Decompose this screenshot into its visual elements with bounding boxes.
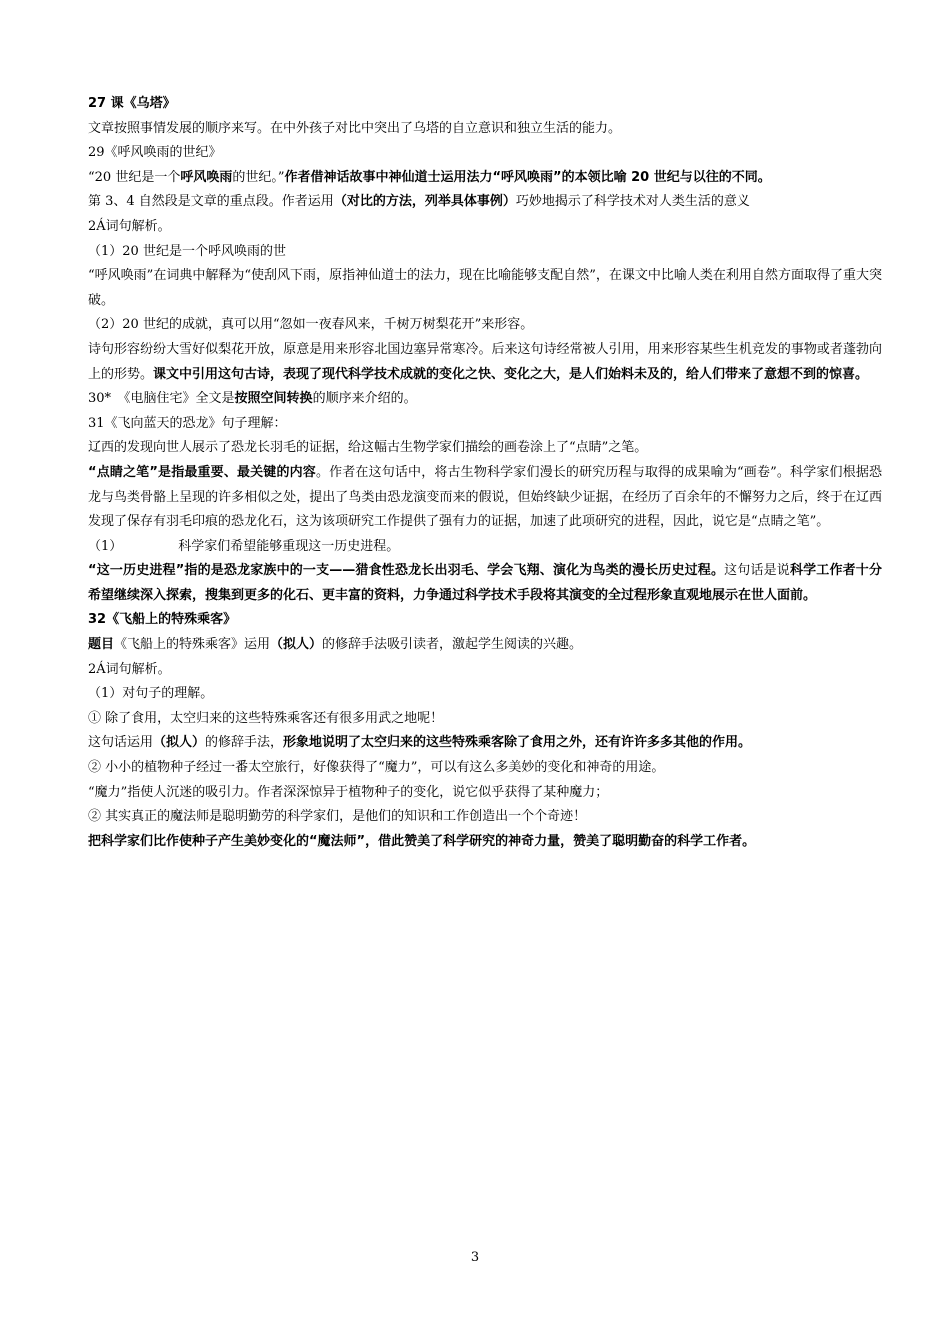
lesson-31-title: 31《飞向蓝天的恐龙》句子理解： [88, 415, 287, 431]
paragraph: 文章按照事情发展的顺序来写。在中外孩子对比中突出了乌塔的自立意识和独立生活的能力。 [88, 120, 622, 136]
paragraph: 把科学家们比作使种子产生美妙变化的“魔法师”，借此赞美了科学研究的神奇力量，赞美了聪明勤奋的科学工作者。 [88, 833, 756, 849]
document-body [88, 92, 882, 854]
paragraph: （1） 科学家们希望能够重现这一历史进程。 [88, 538, 400, 554]
lesson-29-title: 29《呼风唤雨的世纪》 [88, 145, 222, 161]
paragraph: 30* 《电脑住宅》全文是按照空间转换的顺序来介绍的。 [88, 391, 417, 407]
paragraph: 第 3、4 自然段是文章的重点段。作者运用（对比的方法，列举具体事例）巧妙地揭示了科学技术对人类生活的意义 [88, 194, 750, 210]
paragraph: （1）20 世纪是一个呼风唤雨的世 [88, 243, 286, 259]
paragraph: 题目《飞船上的特殊乘客》运用（拟人）的修辞手法吸引读者，激起学生阅读的兴趣。 [88, 637, 583, 653]
paragraph: “点睛之笔”是指最重要、最关键的内容。作者在这句话中，将古生物科学家们漫长的研究历程与取得的成果喻为“画卷”。科学家们根据恐龙与鸟类骨骼上呈现的许多相似之处，提出了鸟类由恐龙演变而来的假说，但始终缺少证据，在经历了百余年的不懈努力之后，终于在辽西发现了保存有羽毛印痕的恐龙化石，这为该项研究工作提供了强有力的证据，加速了此项研究的进程，因此，说它是“点睛之笔”。 [88, 464, 883, 530]
paragraph: “呼风唤雨”在词典中解释为“使刮风下雨，原指神仙道士的法力，现在比喻能够支配自然”，在课文中比喻人类在利用自然方面取得了重大突破。 [88, 268, 882, 308]
lesson-27-title: 27 课《乌塔》 [88, 96, 176, 111]
paragraph: ② 小小的植物种子经过一番太空旅行，好像获得了“魔力”，可以有这么多美妙的变化和神奇的用途。 [88, 760, 665, 776]
paragraph: 辽西的发现向世人展示了恐龙长羽毛的证据，给这幅古生物学家们描绘的画卷涂上了“点睛”之笔。 [88, 440, 648, 456]
section-heading: 2Á词句解析。 [88, 661, 171, 677]
paragraph: （2）20 世纪的成就，真可以用“忽如一夜春风来，千树万树梨花开”来形容。 [88, 317, 534, 333]
paragraph: “魔力”指使人沉迷的吸引力。作者深深惊异于植物种子的变化，说它似乎获得了某种魔力； [88, 784, 609, 800]
page-number: 3 [470, 1250, 480, 1265]
paragraph: ① 除了食用，太空归来的这些特殊乘客还有很多用武之地呢！ [88, 710, 444, 726]
lesson-32-title: 32《飞船上的特殊乘客》 [88, 612, 237, 628]
paragraph: “这一历史进程”指的是恐龙家族中的一支——猎食性恐龙长出羽毛、学会飞翔、演化为鸟类的漫长历史过程。这句话是说科学工作者十分希望继续深入探索，搜集到更多的化石、更丰富的资料，力争通过科学技术手段将其演变的全过程形象直观地展示在世人面前。 [88, 563, 882, 603]
paragraph: “20 世纪是一个呼风唤雨的世纪。”作者借神话故事中神仙道士运用法力“呼风唤雨”的本领比喻 20 世纪与以往的不同。 [88, 169, 771, 185]
paragraph: （1）对句子的理解。 [88, 686, 214, 702]
paragraph: 这句话运用（拟人）的修辞手法，形象地说明了太空归来的这些特殊乘客除了食用之外，还有许许多多其他的作用。 [88, 735, 752, 751]
paragraph: ② 其实真正的魔法师是聪明勤劳的科学家们，是他们的知识和工作创造出一个个奇迹！ [88, 809, 587, 825]
section-heading: 2Á词句解析。 [88, 218, 171, 234]
paragraph: 诗句形容纷纷大雪好似梨花开放，原意是用来形容北国边塞异常寒冷。后来这句诗经常被人引用，用来形容某些生机竞发的事物或者蓬勃向上的形势。课文中引用这句古诗，表现了现代科学技术成就的变化之快、变化之大，是人们始料未及的，给人们带来了意想不到的惊喜。 [88, 341, 882, 382]
